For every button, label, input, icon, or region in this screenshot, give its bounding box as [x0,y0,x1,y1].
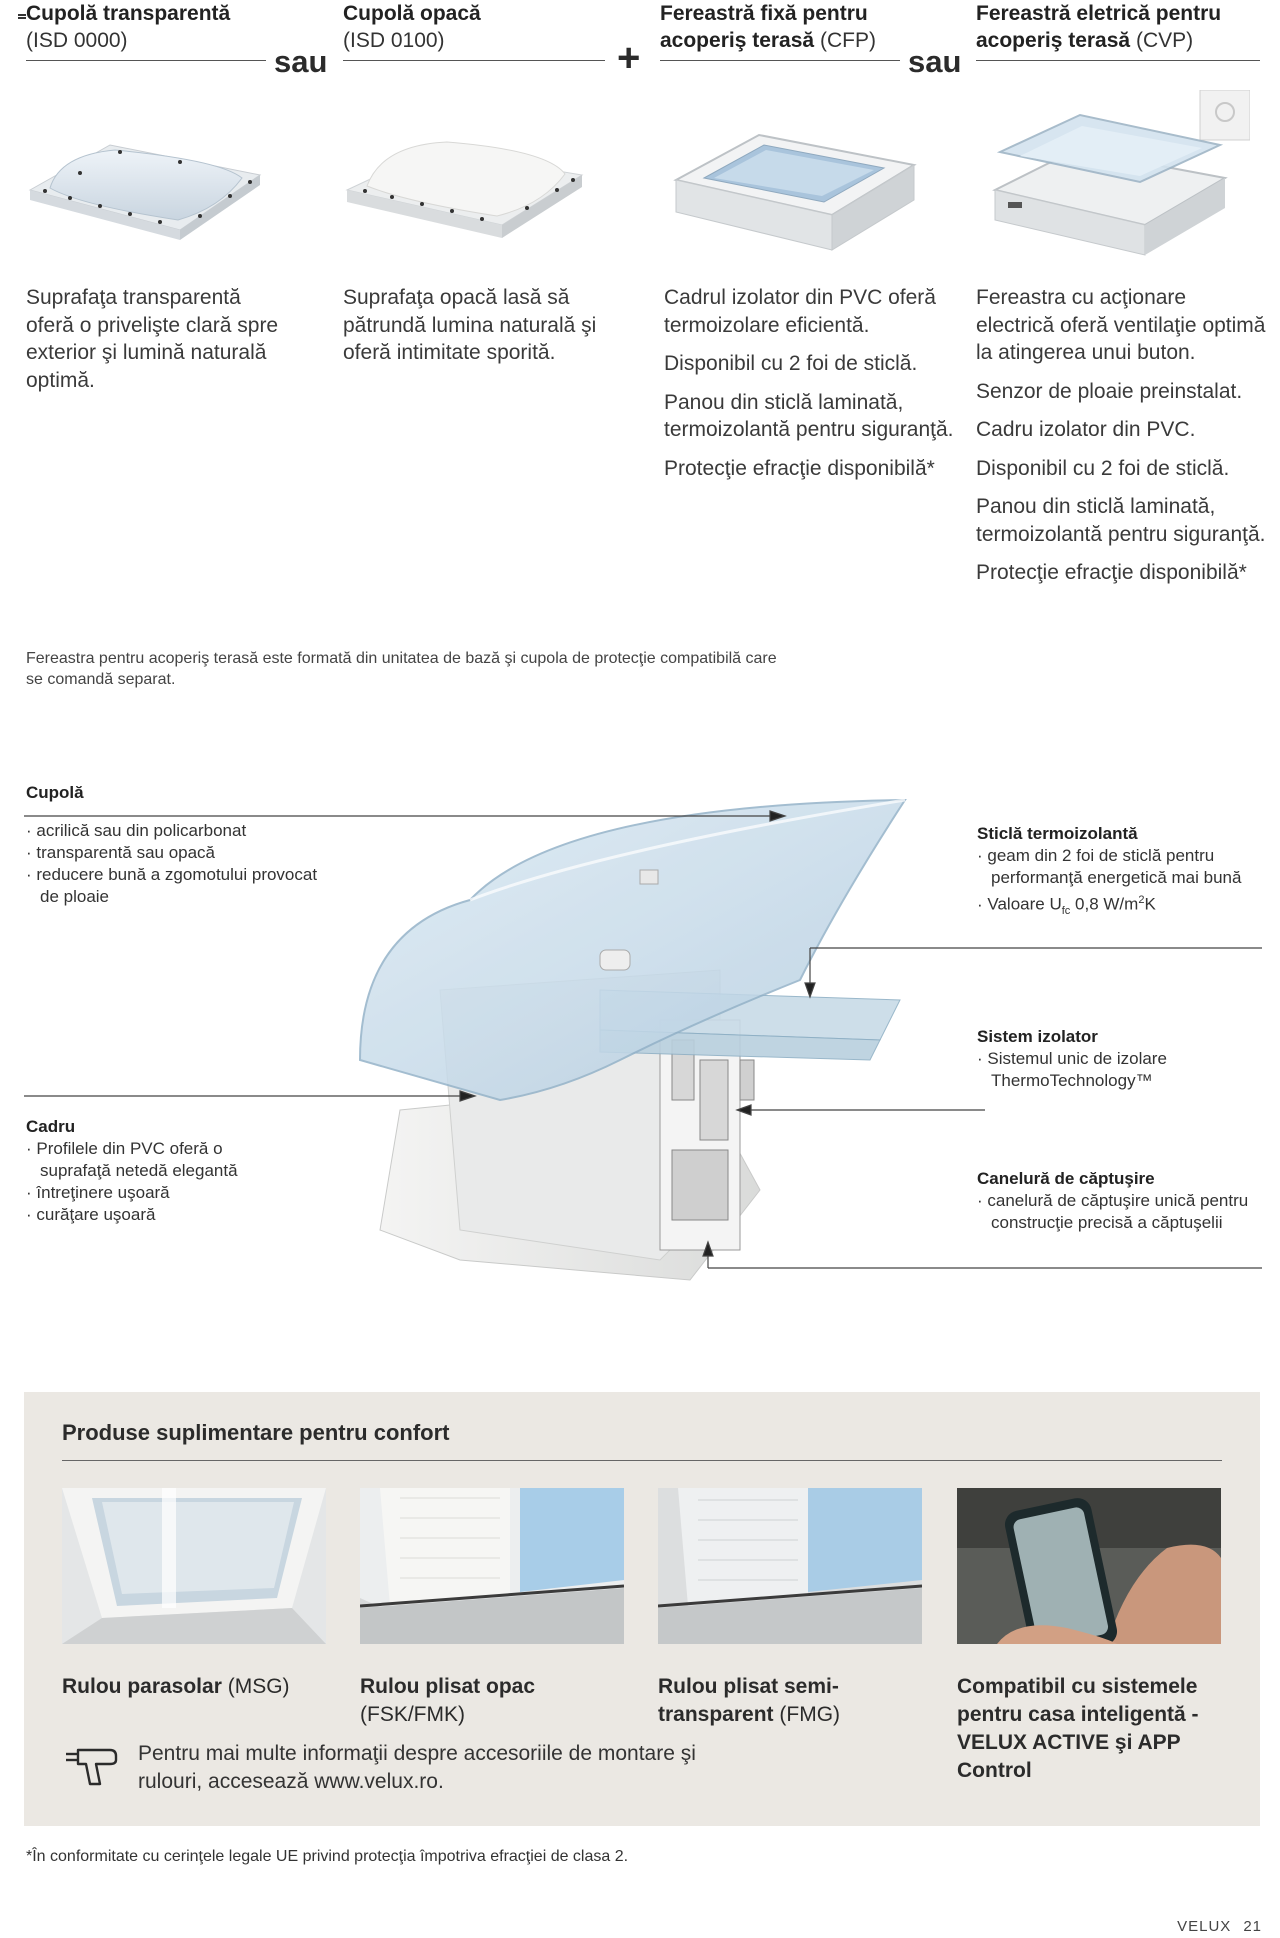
column-3-header [660,0,920,54]
column-1-description [26,284,286,405]
opaque-dome-image [337,90,592,270]
dome-callout [26,782,326,908]
column-1-code: (ISD 0000) [26,29,128,52]
accessories-info-text: Pentru mai multe informaţii despre accesoriile de montare şi rulouri, accesează www.velux.ro. [138,1742,696,1793]
column-3-title: Fereastră fixă pentru acoperiş terasă [660,2,868,52]
insulation-callout [977,1026,1257,1092]
header-rule-1 [26,60,266,61]
separator-or-2: sau [908,44,962,79]
header-rule-2 [343,60,605,61]
sun-blind-label [62,1673,322,1701]
column-3-paragraph: Cadrul izolator din PVC oferă termoizolare eficientă. [664,286,936,337]
separator-plus: + [617,36,641,80]
column-4-code: (CVP) [1135,29,1194,52]
frame-callout-title: Cadru [26,1117,76,1136]
semi-transparent-blind-name: Rulou plisat semi-transparent [658,1675,839,1726]
column-2-code: (ISD 0100) [343,29,445,52]
column-2-paragraph: Suprafaţa opacă lasă să pătrundă lumina naturală şi oferă intimitate sporită. [343,286,597,364]
smart-home-phone-image [957,1488,1221,1644]
sun-blind-code: (MSG) [227,1675,290,1698]
sun-blind-image [62,1488,326,1644]
comfort-products-panel [24,1392,1260,1826]
value-subscript: fc [1061,905,1071,918]
frame-callout-item: · întreţinere uşoară [26,1182,286,1204]
insulation-callout-item: · Sistemul unic de izolare ThermoTechnology™ [977,1048,1257,1092]
column-4-header [976,0,1256,54]
semi-transparent-blind-label [658,1673,898,1729]
column-2-description [343,284,628,378]
header-rule-4 [976,60,1260,61]
column-2-header [343,0,643,54]
electric-flat-roof-window-image [980,90,1250,270]
value-prefix: Valoare U [987,894,1062,914]
lining-groove-callout [977,1168,1267,1234]
glass-callout [977,823,1267,922]
column-1-paragraph: Suprafaţa transparentă oferă o privelişte clară spre exterior şi lumină naturală optimă. [26,286,279,392]
semi-transparent-blind-code: (FMG) [779,1703,841,1726]
value-rest: 0,8 W/m [1070,894,1139,914]
smart-home-name: Compatibil cu sistemele pentru casa inteligentă - VELUX ACTIVE şi APP Control [957,1675,1199,1782]
column-3-description [664,284,959,493]
column-4-paragraph: Cadru izolator din PVC. [976,418,1196,441]
glass-callout-value [977,889,1267,922]
column-4-paragraph: Fereastra cu acţionare electrică oferă ventilaţie optimă la atingerea unui buton. [976,286,1266,364]
smart-home-label [957,1673,1237,1785]
column-3-code: (CFP) [819,29,876,52]
column-4-paragraph: Senzor de ploaie preinstalat. [976,379,1243,403]
transparent-dome-image [20,90,270,270]
value-unit: K [1144,894,1156,914]
blackout-pleated-blind-image [360,1488,624,1644]
lining-groove-callout-title: Canelură de căptuşire [977,1169,1155,1188]
column-3-paragraph: Disponibil cu 2 foi de sticlă. [664,352,918,375]
page-footer [1177,1918,1262,1935]
frame-callout-item: · curăţare uşoară [26,1204,286,1226]
frame-callout-item: · Profilele din PVC oferă o suprafaţă netedă elegantă [26,1138,286,1182]
footer-brand: VELUX [1177,1918,1232,1935]
header-rule-3 [660,60,900,61]
column-3-paragraph: Protecţie efracţie disponibilă* [664,456,935,480]
separator-or-1: sau [274,44,328,79]
column-1-title: Cupolă transparentă [26,2,231,25]
fixed-flat-roof-window-image [664,90,924,270]
column-4-paragraph: Disponibil cu 2 foi de sticlă. [976,456,1230,480]
comfort-products-title: Produse suplimentare pentru confort [62,1420,450,1445]
semi-transparent-pleated-blind-image [658,1488,922,1644]
value-superscript: 2 [1138,894,1145,906]
lining-groove-callout-item: · canelură de căptuşire unică pentru construcţie precisă a căptuşelii [977,1190,1267,1234]
sun-blind-name: Rulou parasolar [62,1675,222,1698]
column-3-paragraph: Panou din sticlă laminată, termoizolantă pentru siguranţă. [664,390,954,441]
glass-callout-item: · geam din 2 foi de sticlă pentru performanţă energetică mai bună [977,845,1267,889]
comfort-products-rule [62,1460,1222,1461]
base-unit-note: Fereastra pentru acoperiş terasă este formată din unitatea de bază şi cupola de protecţie compatibilă care se comandă separat. [26,650,777,688]
column-2-title: Cupolă opacă [343,2,481,25]
footnote: *În conformitate cu cerinţele legale UE privind protecţia împotriva efracţiei de clasa 2. [26,1848,629,1865]
page-marker [18,14,26,19]
column-4-paragraph: Panou din sticlă laminată, termoizolantă pentru siguranţă. [976,495,1266,546]
glass-callout-title: Sticlă termoizolantă [977,824,1138,843]
frame-callout [26,1116,286,1226]
dome-callout-title: Cupolă [26,783,84,802]
blackout-blind-code: (FSK/FMK) [360,1703,465,1726]
column-4-paragraph: Protecţie efracţie disponibilă* [976,561,1247,584]
dome-callout-item: · acrilică sau din policarbonat [26,820,326,842]
dome-callout-item: · reducere bună a zgomotului provocat de ploaie [26,864,326,908]
dome-callout-item: · transparentă sau opacă [26,842,326,864]
insulation-callout-title: Sistem izolator [977,1027,1098,1046]
blackout-blind-label [360,1673,590,1729]
page-number: 21 [1243,1918,1262,1935]
drill-tool-icon [62,1742,122,1792]
blackout-blind-name: Rulou plisat opac [360,1675,536,1698]
column-4-title: Fereastră eletrică pentru acoperiş terasă [976,2,1222,52]
column-4-description [976,284,1266,598]
